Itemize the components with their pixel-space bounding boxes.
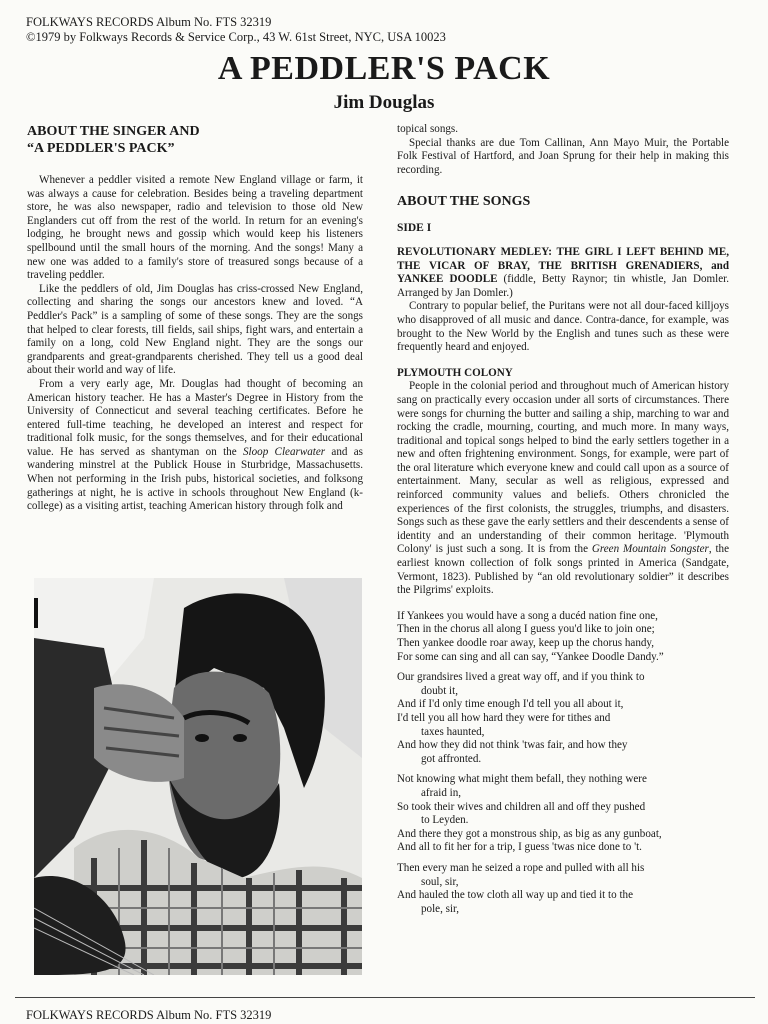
singer-photo [34, 578, 362, 975]
lyric-line: Our grandsires lived a great way off, and if you think to [397, 671, 645, 684]
footer-album-number: FOLKWAYS RECORDS Album No. FTS 32319 [26, 1008, 272, 1022]
lyric-line: Then in the chorus all along I guess you'd like to join one; [397, 623, 655, 636]
lyrics-verse-4 [397, 862, 729, 916]
text-run: People in the colonial period and throughout much of American history sang on practically every occasion under all sorts of circumstances. There were songs for churning the butter and sailing a ship, marching to war and rocking the cradle, mourning, courting, and much more. In many ways, traditional and topical songs helped to bind the early settlers together in a new and often frightening environment. Songs, for example, were part of the oral literature which everyone knew and could call upon as a source of entertainment. Many, secular as well as religious, expressed and reinforced community values and beliefs. Others chronicled the experiences of the first colonists, the struggles, triumphs, and disasters. Songs such as these gave the early settlers and their descendents a sense of identity and an understanding of their common heritage. 'Plymouth Colony' is just such a song. It is from the [397, 380, 729, 556]
lyric-line: Then yankee doodle roar away, keep up the chorus handy, [397, 637, 655, 649]
lyric-line: I'd tell you all how hard they were for tithes and [397, 711, 611, 724]
ship-name: Sloop Clearwater [242, 445, 326, 458]
album-number: FOLKWAYS RECORDS Album No. FTS 32319 [26, 15, 272, 29]
lyric-line-continuation: afraid in, [421, 786, 462, 799]
lyrics-verse-2 [397, 671, 729, 766]
lyric-line: Not knowing what might them befall, they nothing were [397, 773, 647, 786]
lyric-line-continuation: taxes haunted, [421, 725, 485, 738]
artist-name: Jim Douglas [333, 92, 435, 113]
paragraph [27, 378, 363, 514]
heading-line: ABOUT THE SINGER AND [27, 124, 200, 139]
source-title: Green Mountain Songster [591, 543, 709, 556]
paragraph: Whenever a peddler visited a remote New England village or farm, it was always a cause for celebration. Besides being a traveling department store, he was also newspaper, radio and television to those old New Englanders cut off from the rest of the world. In return for an evening's lodging, he brought news and gossip which would keep his listeners spellbound until the small hours of the morning. And the songs! Many a new one was added to a family's store of treasured songs because of a traveling peddler. [27, 174, 363, 282]
left-column [27, 123, 363, 514]
lyric-line-continuation: got affronted. [421, 752, 482, 765]
catalog-header [26, 15, 446, 45]
lyric-line: Then every man he seized a rope and pulled with all his [397, 861, 645, 874]
lyric-line: And how they did not think 'twas fair, and how they [397, 739, 628, 752]
heading-line: “A PEDDLER'S PACK” [27, 141, 175, 156]
lyric-line-continuation: soul, sir, [421, 875, 459, 888]
text-run: , the earliest known collection of folk songs printed in America (Sandgate, Vermont, 1823). Published by “an old revolutionary soldier” it describes the Pilgrims' exploits. [397, 543, 730, 597]
lyric-line: And hauled the tow cloth all way up and tied it to the [397, 889, 633, 902]
paragraph-continuation: topical songs. [397, 123, 459, 135]
lyric-line: And all to fit her for a trip, I guess 'twas nice done to 't. [397, 841, 642, 854]
album-title: A PEDDLER'S PACK [217, 50, 551, 87]
lyric-line-continuation: pole, sir, [421, 902, 460, 915]
song-description: Contrary to popular belief, the Puritans were not all dour-faced killjoys who disapproved of all music and dance. Contra-dance, for example, was brought to the New World by the English and tunes such as these were frequently heard and enjoyed. [397, 300, 729, 354]
copyright-line: ©1979 by Folkways Records & Service Corp., 43 W. 61st Street, NYC, USA 10023 [26, 30, 446, 44]
about-singer-heading [27, 123, 363, 157]
lyric-line: If Yankees you would have a song a ducéd nation fine one, [397, 609, 658, 622]
singer-photo-drawing [34, 578, 362, 975]
lyrics-verse-1 [397, 610, 729, 664]
acknowledgements: Special thanks are due Tom Callinan, Ann Mayo Muir, the Portable Folk Festival of Hartford, and Joan Sprung for their help in making this recording. [397, 136, 729, 176]
paragraph: Like the peddlers of old, Jim Douglas has criss-crossed New England, collecting and sharing the songs our ancestors knew and loved. “A Peddler's Pack” is a sampling of some of these songs. They are the songs that helped to clear forests, till fields, sail ships, fight wars, and entertain a family on a long, cold New England night. They are the songs our grandparents and great-grandparents cherished. They tell us a good deal about their world and way of life. [27, 282, 363, 377]
lyric-line: And if I'd only time enough I'd tell you all about it, [397, 698, 624, 711]
footer-divider [15, 997, 755, 998]
lyric-line: And there they got a monstrous ship, as big as any gunboat, [397, 827, 662, 840]
song-entry [397, 367, 729, 381]
text-run: and as wandering minstrel at the Publick House in Sturbridge, Massachusetts. When not performing in the Irish pubs, historical societies, and folksong gatherings at night, he is active in schools throughout New England (k-college) as a visiting artist, teaching American history through folk and [27, 445, 364, 513]
lyric-line: So took their wives and children all and off they pushed [397, 800, 646, 813]
song-title: REVOLUTIONARY MEDLEY: THE GIRL I LEFT BEHIND ME, THE VICAR OF BRAY, THE BRITISH GRENADIERS, and YANKEE DOODLE [397, 245, 729, 286]
side-label: SIDE I [397, 222, 432, 235]
lyric-line-continuation: doubt it, [421, 684, 458, 697]
lyric-line: For some can sing and all can say, “Yankee Doodle Dandy.” [397, 650, 664, 663]
about-songs-heading: ABOUT THE SONGS [397, 194, 531, 210]
song-entry [397, 246, 729, 300]
lyric-line-continuation: to Leyden. [421, 814, 469, 827]
right-column [397, 123, 729, 916]
lyrics-verse-3 [397, 773, 729, 855]
song-credit: (fiddle, Betty Raynor; tin whistle, Jan Domler. Arranged by Jan Domler.) [397, 273, 729, 299]
song-title: PLYMOUTH COLONY [397, 366, 513, 379]
text-run: From a very early age, Mr. Douglas had thought of becoming an American history teacher. He has a Master's Degree in History from the University of Connecticut and several teaching certificates. Before he entered full-time teaching, he developed an interest and respect for traditional folk music, for the songs themselves, and for their educational value. He has served as shantyman on the [27, 377, 363, 458]
song-description [397, 380, 729, 598]
